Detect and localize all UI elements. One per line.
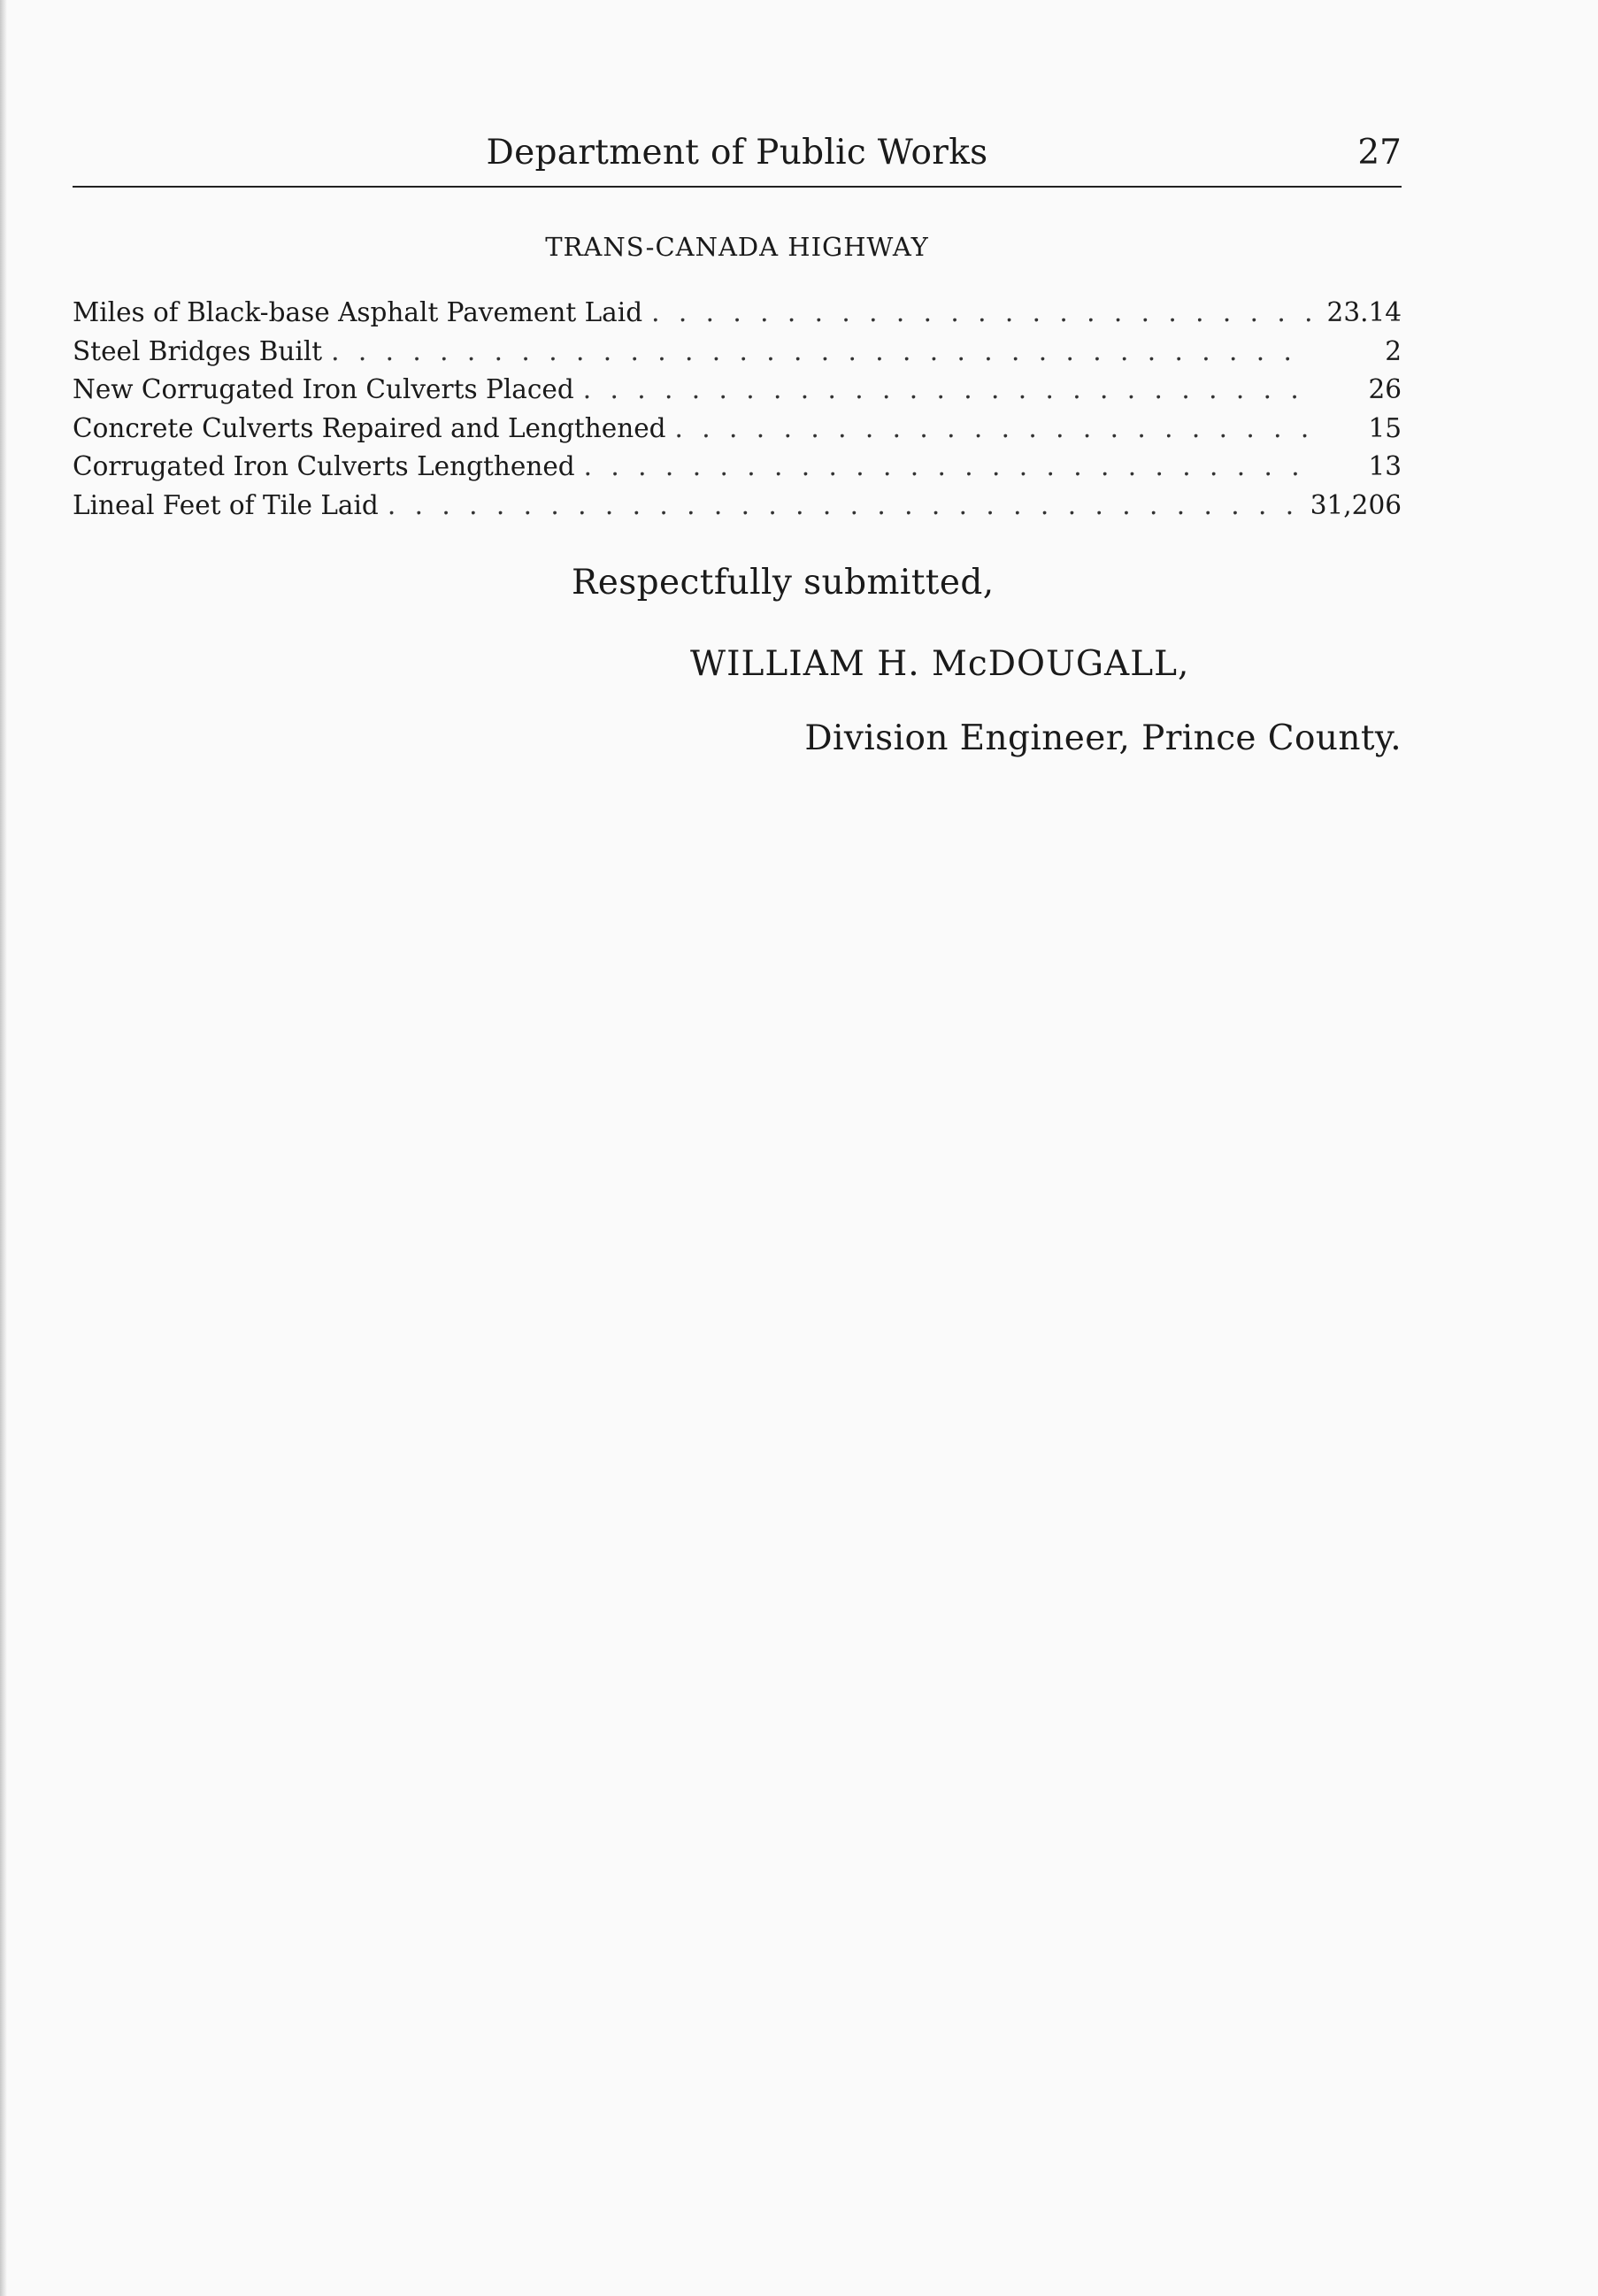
dot-leader bbox=[331, 336, 1311, 366]
stat-value: 2 bbox=[1385, 335, 1402, 366]
stat-label: Lineal Feet of Tile Laid bbox=[73, 489, 379, 520]
dot-leader bbox=[651, 297, 1311, 327]
dot-leader bbox=[583, 374, 1311, 404]
dot-leader bbox=[675, 413, 1311, 443]
signatory-name: WILLIAM H. McDOUGALL, bbox=[690, 644, 1190, 684]
dot-leader bbox=[584, 451, 1311, 481]
running-header bbox=[73, 126, 1402, 184]
stat-label: Concrete Culverts Repaired and Lengthened bbox=[73, 412, 666, 443]
page-edge-shadow bbox=[0, 0, 7, 2296]
statistics-list bbox=[73, 297, 1402, 528]
stat-value: 15 bbox=[1368, 412, 1402, 443]
stat-row bbox=[73, 413, 1402, 452]
section-heading: TRANS-CANADA HIGHWAY bbox=[545, 232, 929, 262]
header-title: Department of Public Works bbox=[486, 133, 988, 173]
stat-label: Miles of Black-base Asphalt Pavement Laid bbox=[73, 297, 643, 327]
stat-value: 13 bbox=[1368, 451, 1402, 481]
stat-row bbox=[73, 336, 1402, 375]
signatory-title: Division Engineer, Prince County. bbox=[804, 718, 1402, 758]
stat-row bbox=[73, 374, 1402, 413]
page-number: 27 bbox=[1357, 133, 1402, 173]
stat-row bbox=[73, 297, 1402, 336]
stat-value: 26 bbox=[1368, 374, 1402, 404]
stat-value: 23.14 bbox=[1326, 297, 1402, 327]
closing-line: Respectfully submitted, bbox=[572, 563, 995, 603]
dot-leader bbox=[388, 490, 1300, 520]
stat-row bbox=[73, 451, 1402, 490]
stat-value: 31,206 bbox=[1310, 489, 1402, 520]
stat-label: New Corrugated Iron Culverts Placed bbox=[73, 374, 574, 404]
stat-row bbox=[73, 490, 1402, 529]
header-rule bbox=[73, 186, 1402, 188]
stat-label: Corrugated Iron Culverts Lengthened bbox=[73, 451, 575, 481]
stat-label: Steel Bridges Built bbox=[73, 335, 323, 366]
